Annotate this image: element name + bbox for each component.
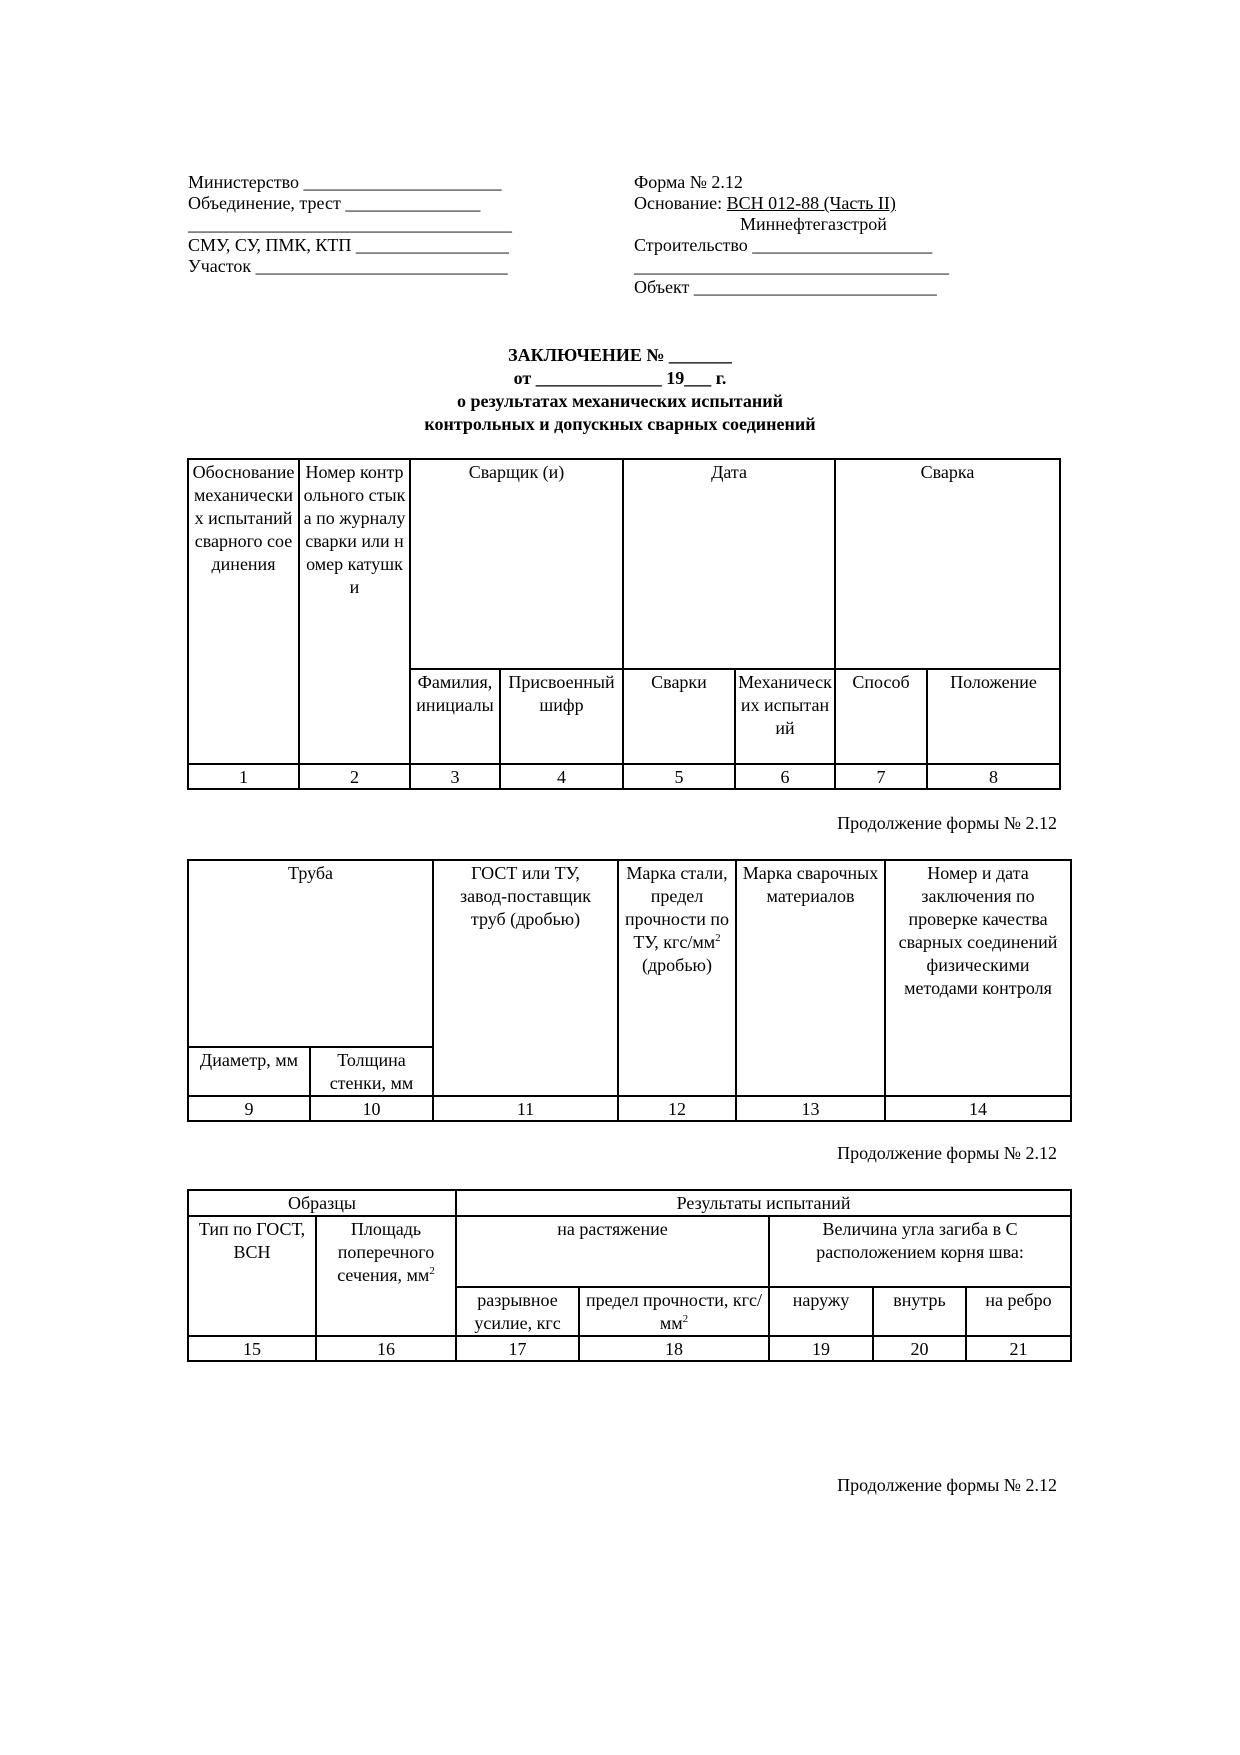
column-number: 19 bbox=[769, 1336, 873, 1361]
table-weld-info bbox=[187, 458, 1061, 790]
header-welding: Сварка bbox=[835, 459, 1060, 669]
column-number: 1 bbox=[188, 764, 299, 789]
steel-grade-sup: 2 bbox=[715, 932, 721, 944]
basis-line bbox=[634, 193, 896, 214]
table-pipe-info bbox=[187, 859, 1072, 1122]
header-wall-thickness: Толщина стенки, мм bbox=[310, 1047, 433, 1096]
column-number: 3 bbox=[410, 764, 500, 789]
smu-line: СМУ, СУ, ПМК, КТП _________________ bbox=[188, 235, 509, 255]
ministry-name: Миннефтегазстрой bbox=[740, 214, 887, 234]
column-number: 8 bbox=[927, 764, 1060, 789]
column-number: 20 bbox=[873, 1336, 966, 1361]
blank-line-left: ____________________________________ bbox=[188, 214, 512, 234]
header-assigned-code: Присвоенный шифр bbox=[500, 669, 623, 764]
header-tension: на растяжение bbox=[456, 1216, 769, 1287]
steel-grade-text: Марка стали, предел прочности по ТУ, кгс/мм bbox=[625, 863, 729, 952]
tensile-strength-sup: 2 bbox=[682, 1313, 689, 1325]
column-number: 6 bbox=[735, 764, 835, 789]
document-subject-2: контрольных и допускных сварных соединений bbox=[424, 414, 816, 434]
header-date: Дата bbox=[623, 459, 835, 669]
header-bend-angle: Величина угла загиба в С расположением корня шва: bbox=[769, 1216, 1071, 1287]
header-position: Положение bbox=[927, 669, 1060, 764]
header-breaking-force: разрывное усилие, кгс bbox=[456, 1287, 579, 1336]
header-steel-grade bbox=[618, 860, 736, 1096]
section-line: Участок ____________________________ bbox=[188, 256, 508, 276]
header-gost bbox=[433, 860, 618, 1096]
header-samples: Образцы bbox=[188, 1190, 456, 1216]
document-date: от ______________ 19___ г. bbox=[513, 368, 727, 388]
header-joint-number: Номер контрольного стыка по журналу сварки или номер катушки bbox=[299, 459, 410, 764]
column-number: 12 bbox=[618, 1096, 736, 1121]
column-number: 7 bbox=[835, 764, 927, 789]
header-justification: Обоснование механических испытаний сварного соединения bbox=[188, 459, 299, 764]
column-number: 15 bbox=[188, 1336, 316, 1361]
header-cross-section-area bbox=[316, 1216, 456, 1336]
column-number: 10 bbox=[310, 1096, 433, 1121]
basis-document: ВСН 012-88 (Часть II) bbox=[726, 193, 896, 213]
construction-line: Строительство ____________________ bbox=[634, 235, 933, 255]
gost-line-2: завод-поставщик bbox=[460, 886, 592, 906]
header-tensile-strength bbox=[579, 1287, 769, 1336]
gost-line-1: ГОСТ или ТУ, bbox=[471, 863, 580, 883]
header-pipe: Труба bbox=[188, 860, 433, 1047]
column-number: 17 bbox=[456, 1336, 579, 1361]
header-welding-materials: Марка сварочных материалов bbox=[736, 860, 885, 1096]
cross-section-sup: 2 bbox=[429, 1265, 435, 1277]
header-date-welding: Сварки bbox=[623, 669, 735, 764]
continuation-label: Продолжение формы № 2.12 bbox=[837, 1143, 1057, 1163]
column-number: 21 bbox=[966, 1336, 1071, 1361]
column-number: 13 bbox=[736, 1096, 885, 1121]
table-test-results bbox=[187, 1189, 1072, 1362]
cross-section-text: Площадь поперечного сечения, мм bbox=[337, 1219, 435, 1285]
header-welders: Сварщик (и) bbox=[410, 459, 623, 669]
header-date-mech-tests: Механических испытаний bbox=[735, 669, 835, 764]
document-title: ЗАКЛЮЧЕНИЕ № _______ bbox=[508, 345, 732, 365]
header-outward: наружу bbox=[769, 1287, 873, 1336]
object-line: Объект ___________________________ bbox=[634, 277, 937, 297]
column-number: 16 bbox=[316, 1336, 456, 1361]
tensile-strength-text: предел прочности, кгс/мм bbox=[586, 1290, 762, 1333]
blank-line-right: ___________________________________ bbox=[634, 256, 949, 276]
column-number: 11 bbox=[433, 1096, 618, 1121]
header-inward: внутрь bbox=[873, 1287, 966, 1336]
document-subject-1: о результатах механических испытаний bbox=[457, 391, 783, 411]
continuation-label: Продолжение формы № 2.12 bbox=[837, 1475, 1057, 1495]
column-number: 5 bbox=[623, 764, 735, 789]
column-number: 4 bbox=[500, 764, 623, 789]
column-number: 9 bbox=[188, 1096, 310, 1121]
header-surname: Фамилия, инициалы bbox=[410, 669, 500, 764]
header-results: Результаты испытаний bbox=[456, 1190, 1071, 1216]
header-sample-type: Тип по ГОСТ, ВСН bbox=[188, 1216, 316, 1336]
basis-label: Основание: bbox=[634, 193, 727, 213]
steel-grade-suffix: (дробью) bbox=[642, 955, 712, 975]
header-diameter: Диаметр, мм bbox=[188, 1047, 310, 1096]
header-method: Способ bbox=[835, 669, 927, 764]
continuation-label: Продолжение формы № 2.12 bbox=[837, 813, 1057, 833]
header-inspection-conclusion: Номер и дата заключения по проверке качества сварных соединений физическими методами контроля bbox=[885, 860, 1071, 1096]
ministry-line: Министерство ______________________ bbox=[188, 172, 502, 192]
column-number: 14 bbox=[885, 1096, 1071, 1121]
form-number: Форма № 2.12 bbox=[634, 172, 743, 192]
header-edge: на ребро bbox=[966, 1287, 1071, 1336]
gost-line-3: труб (дробью) bbox=[470, 909, 581, 929]
association-line: Объединение, трест _______________ bbox=[188, 193, 481, 213]
column-number: 2 bbox=[299, 764, 410, 789]
column-number: 18 bbox=[579, 1336, 769, 1361]
